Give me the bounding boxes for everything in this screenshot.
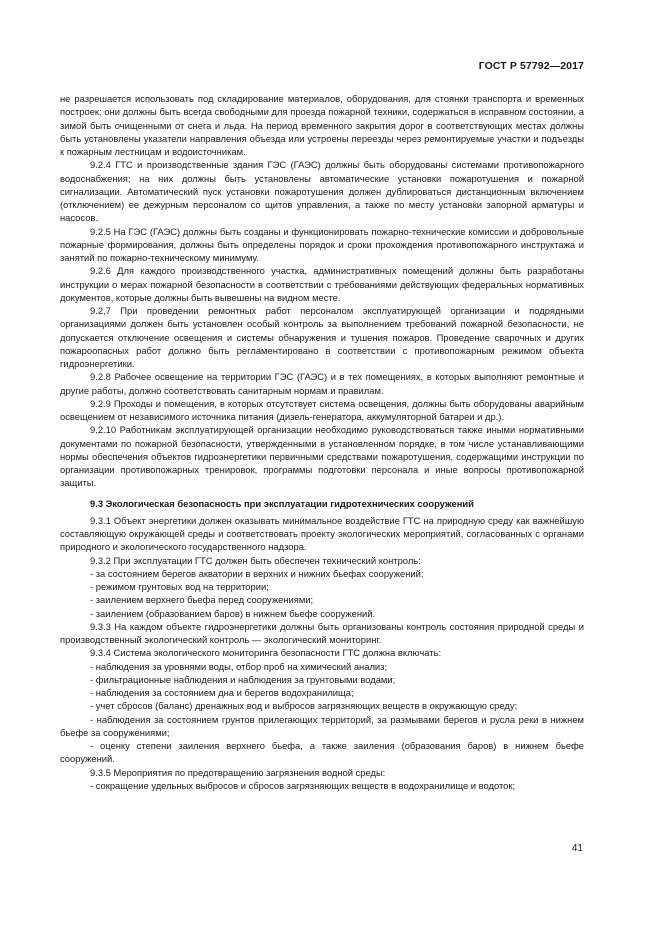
- page-number: 41: [571, 843, 583, 854]
- list-item: - заилением верхнего бьефа перед сооружениями;: [90, 594, 314, 606]
- section-heading: 9.3 Экологическая безопасность при эксплуатации гидротехнических сооружений: [90, 497, 474, 509]
- list-item: - оценку степени заиления верхнего бьефа, а также заиления (образования баров) в нижнем бьефе сооружений.: [60, 740, 584, 765]
- paragraph: 9.3.1 Объект энергетики должен оказывать минимальное воздействие ГТС на природную среду как важнейшую составляющую окружающей среды и соответствовать проекту экологических мероприятий, согласованных с органами природного и экологического государственного надзора.: [60, 514, 584, 553]
- paragraph: 9.3.5 Мероприятия по предотвращению загрязнения водной среды:: [90, 766, 386, 778]
- paragraph: 9.3.2 При эксплуатации ГТС должен быть обеспечен технический контроль:: [90, 554, 421, 566]
- list-item: - наблюдения за состоянием грунтов прилегающих территорий, за размывами берегов и русла реки в нижнем бьефе за сооружениями;: [60, 713, 584, 738]
- paragraph: 9.2.10 Работникам эксплуатирующей организации необходимо руководствоваться также иными нормативными документами по пожарной безопасности, утвержденными в установленном порядке, в том числе устанавливающими нормы обеспечения объектов гидроэнергетики первичными средствами пожаротушения, содержащими инструкции по организации противопожарных тренировок, программы подготовки персонала и иные вопросы противопожарной защиты.: [60, 424, 584, 489]
- list-item: - режимом грунтовых вод на территории;: [90, 581, 269, 592]
- paragraph: 9.2.8 Рабочее освещение на территории ГЭС (ГАЭС) и в тех помещениях, в которых выполняют ремонтные и другие работы, должно соответствовать санитарным нормам и правилам.: [60, 371, 584, 396]
- document-header: ГОСТ Р 57792—2017: [478, 60, 584, 72]
- paragraph: 9.2.9 Проходы и помещения, в которых отсутствует система освещения, должны быть оборудованы аварийным освещением от независимого источника питания (дизель-генератора, аккумуляторной батареи и др.).: [60, 397, 584, 422]
- list-item: - за состоянием берегов акватории в верхних и нижних бьефах сооружений;: [90, 567, 424, 579]
- paragraph: не разрешается использовать под складирование материалов, оборудования, для стоянки транспорта и временных построек; они должны быть всегда свободными для проезда пожарной техники, содержаться в исправном состоянии, а зимой быть очищенными от снега и льда. На период временного закрытия дорог в соответствующих местах должны быть установлены указатели направления объезда или устроены переезды через ремонтируемые участки и подъезды к пожарным лестницам и водоисточникам.: [60, 93, 584, 157]
- paragraph: 9.3.4 Система экологического мониторинга безопасности ГТС должна включать:: [90, 647, 442, 659]
- list-item: - фильтрационные наблюдения и наблюдения за грунтовыми водами;: [90, 673, 396, 685]
- document-body: [60, 92, 584, 792]
- list-item: - заилением (образованием баров) в нижнем бьефе сооружений.: [90, 607, 376, 619]
- list-item: - учет сбросов (баланс) дренажных вод и выбросов загрязняющих веществ в окружающую среду;: [90, 700, 518, 712]
- list-item: - наблюдения за состоянием дна и берегов водохранилища;: [90, 687, 354, 698]
- paragraph: 9.2,7 При проведении ремонтных работ персоналом эксплуатирующей организации и подрядными организациями должен быть установлен особый контроль за выполнением требований пожарной безопасности, не допускается отключение освещения и системы обнаружения и тушения пожаров. Проведение сварочных и других пожароопасных работ должно быть регламентировано в соответствии с противопожарным режимом объекта гидроэнергетики.: [60, 305, 584, 369]
- paragraph: 9.2.6 Для каждого производственного участка, административных помещений должны быть разработаны инструкции о мерах пожарной безопасности в соответствии с требованиями действующих федеральных нормативных документов, которые должны быть вывешены на видном месте.: [60, 265, 584, 303]
- list-item: - сокращение удельных выбросов и сбросов загрязняющих веществ в водохранилище и водоток;: [90, 779, 516, 791]
- list-item: - наблюдения за уровнями воды, отбор проб на химический анализ;: [90, 660, 388, 672]
- paragraph: 9.2.4 ГТС и производственные здания ГЭС (ГАЭС) должны быть оборудованы системами противопожарного водоснабжения; на них должны быть установлены автоматические установки пожаротушения и пожарной сигнализации. Автоматический пуск установки пожаротушения должен дублироваться дистанционным включением (отключением) ее дежурным персоналом со щитов управления, а также по месту установки запорной арматуры и насосов.: [60, 159, 584, 224]
- paragraph: 9.2.5 На ГЭС (ГАЭС) должны быть созданы и функционировать пожарно-технические комиссии и добровольные пожарные формирования, должны быть определены порядок и сроки прохождения противопожарного инструктажа и занятий по пожарно-техническому минимуму.: [60, 225, 584, 263]
- paragraph: 9.3.3 На каждом объекте гидроэнергетики должны быть организованы контроль состояния природной среды и производственный экологический контроль — экологический мониторинг.: [60, 620, 584, 645]
